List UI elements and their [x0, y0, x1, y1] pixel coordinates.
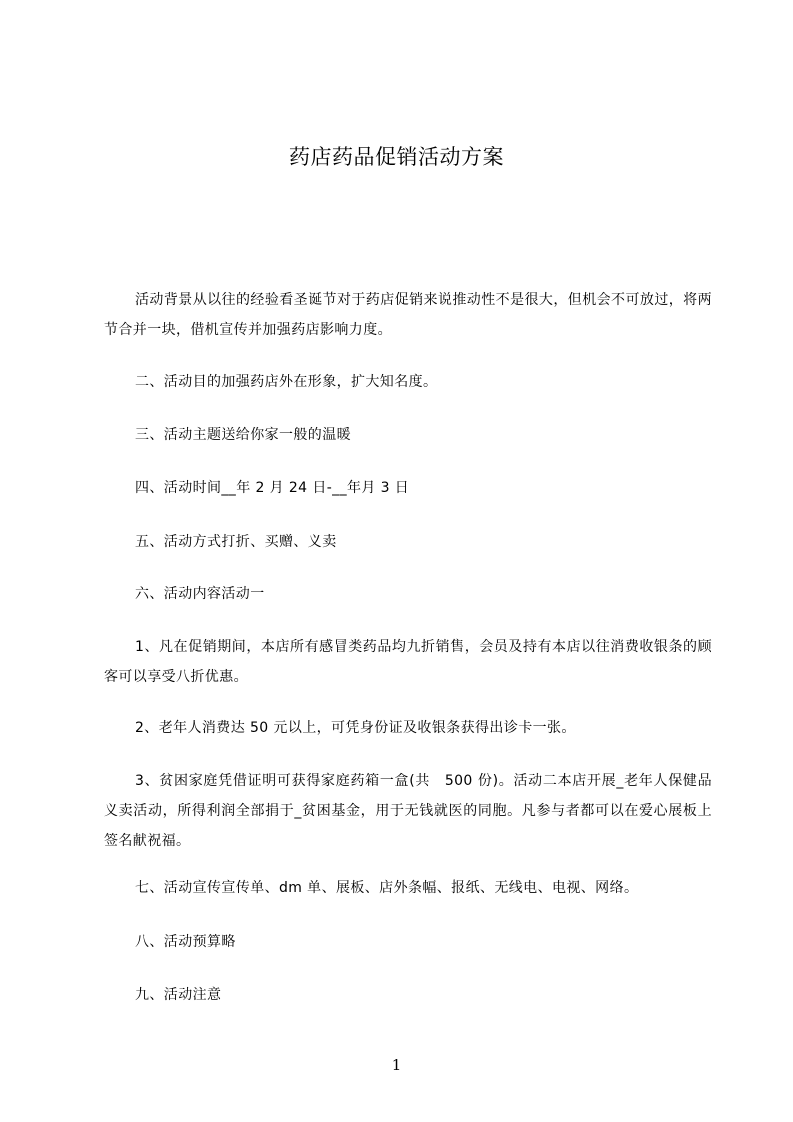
paragraph-item-2: 2、老年人消费达 50 元以上，可凭身份证及收银条获得出诊卡一张。: [135, 720, 576, 736]
page-number: 1: [391, 1056, 402, 1074]
paragraph-theme: 三、活动主题送给你家一般的温暖: [135, 427, 351, 443]
paragraph-purpose: 二、活动目的加强药店外在形象，扩大知名度。: [135, 374, 438, 390]
document-title: 药店药品促销活动方案: [289, 145, 504, 169]
paragraph-promotion: 七、活动宣传宣传单、dm 单、展板、店外条幅、报纸、无线电、电视、网络。: [135, 880, 639, 896]
paragraph-item-1: 1、凡在促销期间，本店所有感冒类药品均九折销售，会员及持有本店以往消费收银条的顾客可以享受八折优惠。: [104, 639, 712, 685]
paragraph-budget: 八、活动预算略: [135, 934, 236, 950]
paragraph-notes: 九、活动注意: [135, 987, 222, 1003]
paragraph-time: 四、活动时间__年 2 月 24 日-__年月 3 日: [135, 480, 410, 496]
paragraph-method: 五、活动方式打折、买赠、义卖: [135, 534, 337, 550]
paragraph-background: 活动背景从以往的经验看圣诞节对于药店促销来说推动性不是很大，但机会不可放过，将两节合并一块，借机宣传并加强药店影响力度。: [104, 292, 712, 338]
paragraph-content: 六、活动内容活动一: [135, 586, 265, 602]
paragraph-item-3: 3、贫困家庭凭借证明可获得家庭药箱一盒(共 500 份)。活动二本店开展_老年人保健品义卖活动，所得利润全部捐于_贫困基金，用于无钱就医的同胞。凡参与者都可以在爱心展板上签名献祝福。: [104, 773, 712, 849]
